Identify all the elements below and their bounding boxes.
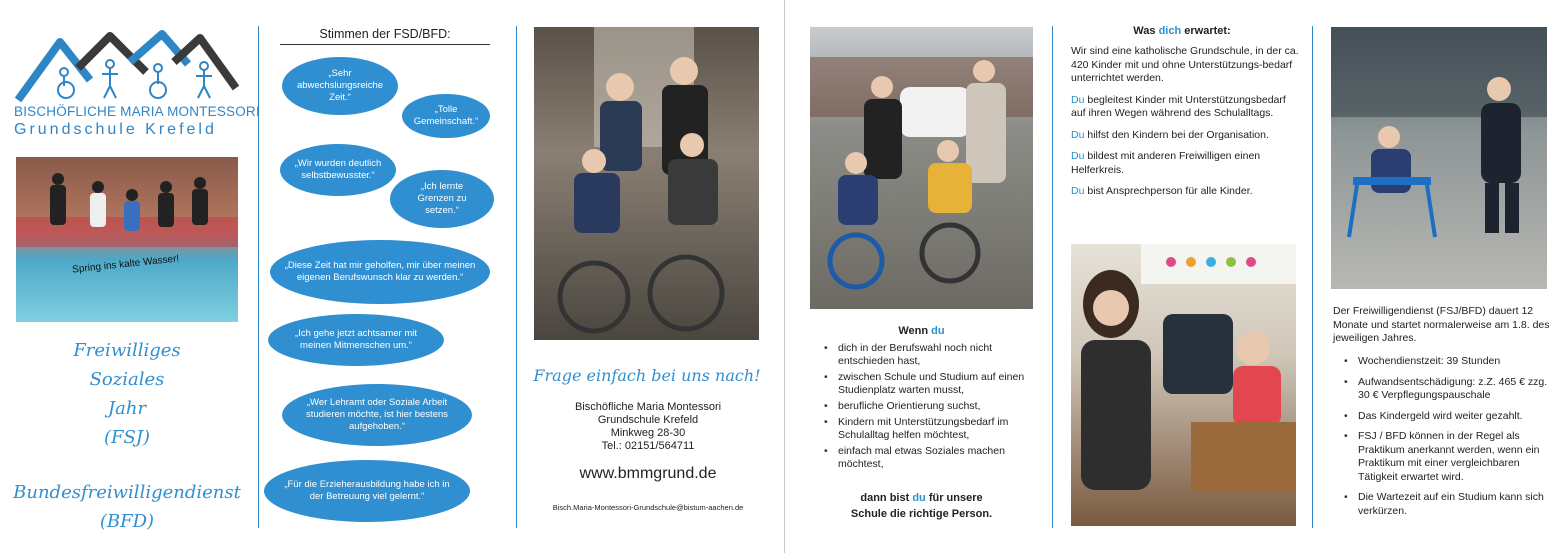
list-item: • Aufwandsentschädigung: z.Z. 465 € zzg. 30 € Verpflegungspauschale [1340,376,1550,403]
quote-bubble [282,384,472,446]
du-word: Du [1071,185,1085,197]
list-item: • Wochendienstzeit: 39 Stunden [1340,355,1550,369]
bfd-title [8,478,246,536]
expect-item [1071,150,1299,177]
divider-4 [1312,26,1313,528]
expect-item-text: begleitest Kinder mit Unterstützungsbedarf auf ihren Wegen während des Schulalltags. [1071,93,1286,119]
contact-address [528,401,768,453]
children-schoolyard-illustration [810,27,1033,309]
divider-1 [258,26,259,528]
closing-text: dann bist [860,492,910,504]
quote-bubble [402,94,490,138]
quote-text: „Ich lernte Grenzen zu setzen.“ [417,181,467,216]
quote-text: „Wir wurden deutlich selbstbewusster.“ [294,158,382,181]
expect-item [1071,129,1299,143]
list-item: • Das Kindergeld wird weiter gezahlt. [1340,410,1550,424]
phone-number: Tel.: 02151/564711 [601,440,695,452]
list-item: • dich in der Berufswahl noch nicht entschieden hast, [820,342,1040,368]
bfd-line: Bundesfreiwilligendienst [13,482,241,503]
dich-word: dich [1158,25,1182,37]
du-word: du [912,492,926,504]
divider-3 [1052,26,1053,528]
quote-bubble [270,240,490,304]
expect-item-text: bist Ansprechperson für alle Kinder. [1087,185,1253,197]
list-item: • Kindern mit Unterstützungsbedarf im Schulalltag helfen möchtest, [820,416,1040,442]
list-item: • Die Wartezeit auf ein Studium kann sich verkürzen. [1340,491,1550,518]
quote-bubble [264,460,470,522]
fsj-line: Soziales [89,369,165,390]
du-word: Du [1071,128,1085,141]
expect-body [1071,45,1299,199]
list-item: • zwischen Schule und Studium auf einen Studienplatz warten musst, [820,371,1040,397]
fsj-line: Jahr [107,398,147,419]
child-with-walker-illustration [1331,27,1547,289]
quote-bubble [390,170,494,228]
children-wheelchairs-illustration [534,27,759,340]
bfd-line: (BFD) [99,511,155,532]
divider-2 [516,26,517,528]
du-word: Du [1071,150,1085,162]
voices-heading: Stimmen der FSD/BFD: [280,27,490,45]
wenn-closing [810,490,1033,522]
closing-text: für unsere [928,492,983,504]
fsj-line: (FSJ) [103,427,151,448]
du-word: du [931,325,945,337]
facts-list [1340,355,1550,525]
expect-item-text: hilfst den Kindern bei der Organisation. [1087,128,1269,141]
page-fold [784,0,785,553]
logo-line1: BISCHÖFLICHE MARIA MONTESSORI [14,104,260,119]
jumping-people-illustration [16,157,238,322]
quote-text: „Für die Erzieherausbildung habe ich in der Betreuung viel gelernt.“ [284,479,450,502]
quote-bubble [280,144,396,196]
quote-text: „Tolle Gemeinschaft.“ [413,104,479,127]
closing-line2: Schule die richtige Person. [850,508,993,520]
du-word: Du [1071,93,1085,106]
expect-item [1071,185,1299,199]
list-item: • FSJ / BFD können in der Regel als Praktikum anerkannt werden, wenn ein Praktikum mit einer vergleichbaren Tätigkeit erwartet wird. [1340,430,1550,484]
walker-photo [1331,27,1547,289]
quote-text: „Diese Zeit hat mir geholfen, mir über meinen eigenen Berufswunsch klar zu werden.“ [284,260,476,283]
expect-item-text: bildest mit anderen Freiwilligen einen Helferkreis. [1071,150,1261,176]
classroom-photo [1071,244,1296,526]
quote-bubble [282,57,398,115]
quote-text: „Ich gehe jetzt achtsamer mit meinen Mitmenschen um.“ [295,328,417,351]
pool-photo-caption: Spring ins kalte Wasser! [71,253,180,276]
helper-with-child-illustration [1071,244,1296,526]
fsj-line: Freiwilliges [73,340,181,361]
school-logo [12,28,260,148]
expect-heading [1062,25,1302,37]
logo-line2: Grundschule Krefeld [14,121,217,138]
expect-item [1071,94,1299,121]
street-address: Minkweg 28-30 [610,427,686,439]
quote-text: „Wer Lehramt oder Soziale Arbeit studieren möchte, ist hier bestens aufgehoben.“ [305,397,449,432]
email-link[interactable]: Bisch.Maria-Montessori-Grundschule@bistum-aachen.de [552,503,744,512]
heading-text: erwartet: [1184,25,1231,37]
list-item: • einfach mal etwas Soziales machen möchtest, [820,445,1040,471]
quote-text: „Sehr abwechslungsreiche Zeit.“ [296,68,384,103]
closing-line1 [810,490,1033,506]
wenn-heading [810,325,1033,337]
school-yard-photo [810,27,1033,309]
fsj-title [16,336,238,452]
list-item: • berufliche Orientierung suchst, [820,400,1040,413]
school-name-line1: Bischöfliche Maria Montessori [574,401,722,413]
wheelchair-photo [534,27,759,340]
wenn-list [820,342,1040,474]
wenn-word: Wenn [898,325,929,337]
heading-text: Was [1133,25,1156,37]
expect-intro: Wir sind eine katholische Grundschule, in der ca. 420 Kinder mit und ohne Unterstützungs-bedarf unterrichtet werden. [1071,45,1299,84]
contact-prompt: Frage einfach bei uns nach! [533,366,761,385]
pool-photo [16,157,238,322]
website-link[interactable]: www.bmmgrund.de [579,465,717,482]
facts-intro: Der Freiwilligendienst (FSJ/BFD) dauert 12 Monate und startet normalerweise am 1.8. des jeweiligen Jahres. [1333,305,1550,344]
school-name-line2: Grundschule Krefeld [597,414,699,426]
quote-bubble [268,314,444,366]
